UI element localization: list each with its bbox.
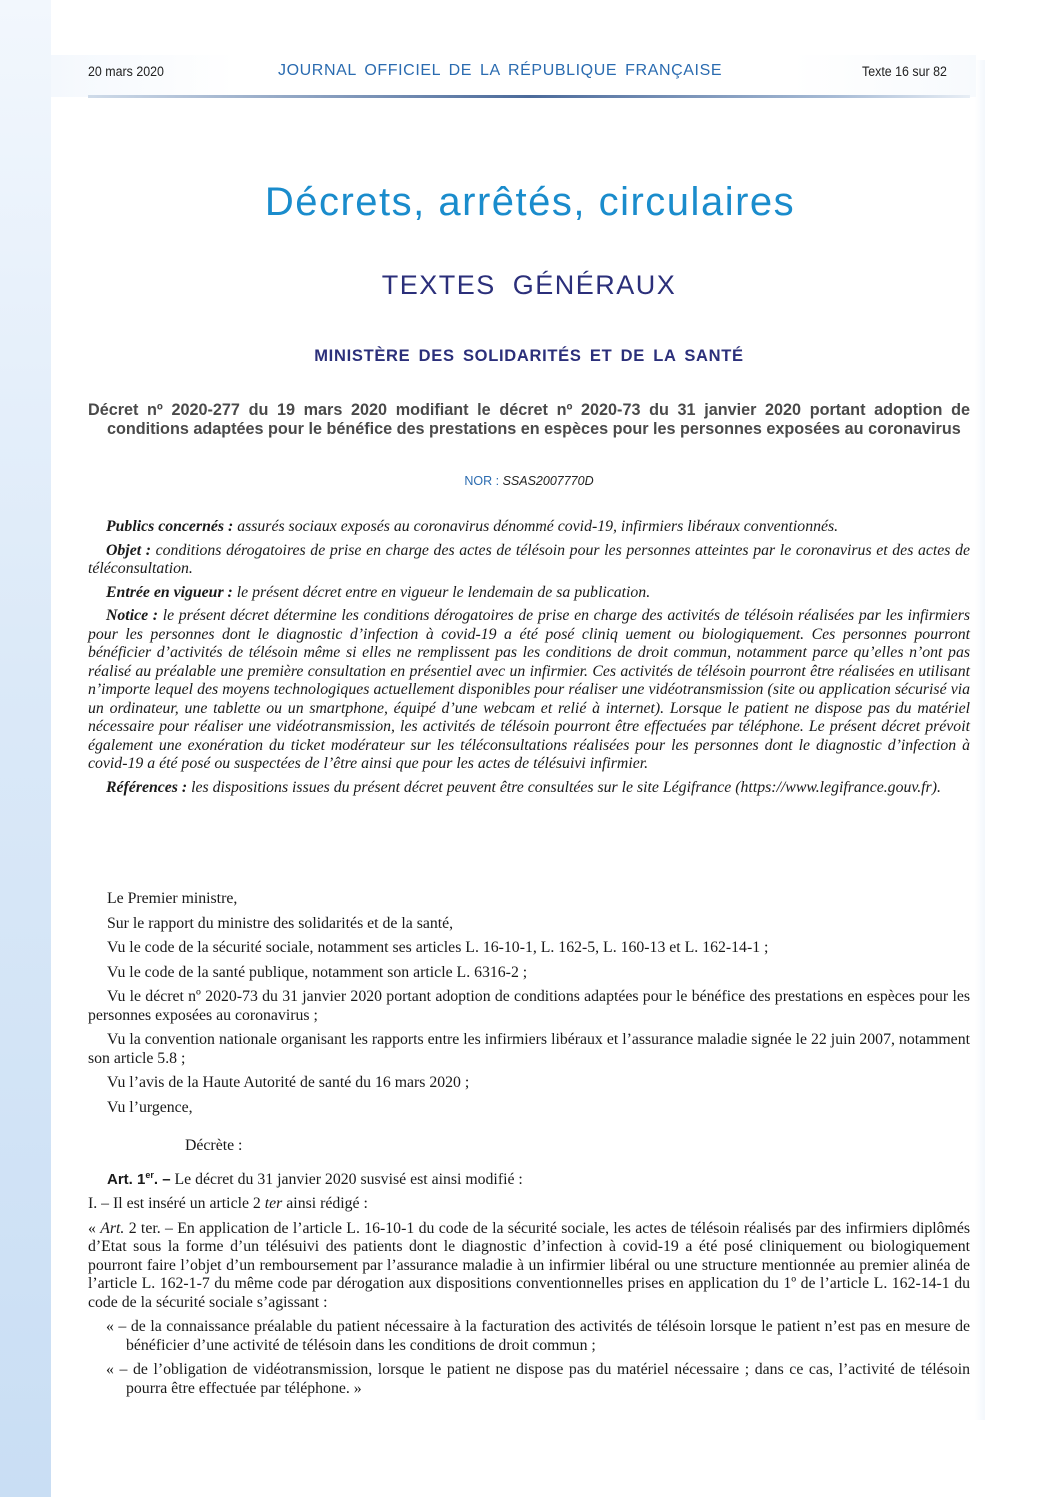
preamble-line: Vu la convention nationale organisant les rapports entre les infirmiers libéraux et l’assurance maladie signée le 22 juin 2007, notamment son article 5.8 ; [88,1031,970,1067]
header-rule [88,95,970,98]
section-I [88,1195,970,1214]
header-journal-title: JOURNAL OFFICIEL DE LA RÉPUBLIQUE FRANÇAISE [278,62,723,79]
article-2-ter-num: 2 ter. – [124,1219,178,1237]
header-page-info: Texte 16 sur 82 [862,64,947,79]
abstract-text: conditions dérogatoires de prise en charge des actes de télésoin pour les personnes atteintes par le coronavirus et des actes de téléconsultation. [88,541,970,577]
section-I-prefix: I. – Il est inséré un article 2 [88,1195,265,1212]
abstract-text: les dispositions issues du présent décret peuvent être consultées sur le site Légifrance (https://www.legifrance.gouv.fr). [187,778,941,796]
main-title-text: Décrets, arrêtés, circulaires [264,180,796,224]
abstract-label: Notice : [106,607,159,624]
article-1 [88,1166,970,1190]
abstract-item [88,518,970,537]
abstract-item [88,584,970,603]
main-title [0,180,1058,225]
nor-line [0,474,1058,488]
decree-body [88,890,970,1404]
section-I-suffix: ainsi rédigé : [282,1195,368,1212]
abstract-label: Publics concernés : [106,518,234,535]
preamble-line: Le Premier ministre, [107,890,238,907]
nor-label: NOR : [464,474,500,488]
bullet-item: « – de l’obligation de vidéotransmission, lorsque le patient ne dispose pas du matériel nécessaire ; dans ce cas, l’activité de télésoin pourra être effectuée par téléphone. » [106,1361,970,1397]
abstract-label: Objet : [106,541,151,559]
article-2-ter-art: Art. [100,1219,125,1237]
quote-open: « [88,1219,101,1237]
article-1-label [107,1171,171,1188]
preamble-line: Vu l’urgence, [107,1098,193,1116]
abstract-item [88,779,970,798]
section-title: TEXTES GÉNÉRAUX [381,270,677,300]
article-1-label-end: . – [153,1170,171,1188]
decrete-line: Décrète : [185,1137,243,1154]
nor-value: SSAS2007770D [502,474,594,488]
ministry-heading: MINISTÈRE DES SOLIDARITÉS ET DE LA SANTÉ [314,347,744,365]
article-1-text: Le décret du 31 janvier 2020 susvisé est ainsi modifié : [170,1170,523,1188]
abstract-label: Références : [106,778,188,796]
article-2-ter-text: En application de l’article L. 16-10-1 du code de la sécurité sociale, les actes de télésoin réalisés par des infirmiers diplômés d’Etat sous la forme d’un télésuivi des patients dont le diagnostic d’infection à covid-19 a été posé cliniquement ou biologiquement pourront faire l’objet d’un remboursement par l’assurance maladie à un infirmier libéral ou une structure mentionnée au premier alinéa de l’article L. 162-1-7 du même code par dérogation aux dispositions conventionnelles prises en application du 1º de l’article L. 162-14-1 du code de la sécurité sociale s’agissant : [88,1219,970,1311]
abstract-item [88,542,970,579]
preamble-line: Vu le code de la santé publique, notamment son article L. 6316-2 ; [107,963,528,981]
preamble-line: Sur le rapport du ministre des solidarités et de la santé, [107,914,454,932]
preamble-line: Vu le décret nº 2020-73 du 31 janvier 2020 portant adoption de conditions adaptées pour le bénéfice des prestations en espèces pour les personnes exposées au coronavirus ; [88,988,970,1024]
header-date: 20 mars 2020 [88,64,164,79]
preamble-line: Vu le code de la sécurité sociale, notamment ses articles L. 16-10-1, L. 162-5, L. 160-13 et L. 162-14-1 ; [107,939,769,956]
bullet-item: « – de la connaissance préalable du patient nécessaire à la facturation des activités de télésoin lorsque le patient n’est pas en mesure de bénéficier d’une activité de télésoin dans les conditions de droit commun ; [106,1318,970,1354]
article-1-sup: er [145,1169,154,1180]
abstract-text: le présent décret entre en vigueur le lendemain de sa publication. [232,583,651,601]
abstract-text: le présent décret détermine les conditions dérogatoires de prise en charge des activités de télésoin réalisées par les infirmiers pour les personnes dont le diagnostic d’infection à covid-19 a été posé cliniq uement ou biologiquement. Ces personnes pourront bénéficier d’activités de télésoin même si elles ne remplissent pas les conditions de droit commun, notamment parce qu’elles n’ont pas réalisé au préalable une première consultation en présentiel avec un infirmier. Ces activités de télésoin pourront être réalisées en utilisant n’importe lequel des moyens technologiques actuellement disponibles pour réaliser une vidéotransmission (site ou application sécurisé via un ordinateur, une tablette ou un smartphone, équipé d’une webcam et relié à internet). Lorsque le patient ne dispose pas du matériel nécessaire pour réaliser une vidéotransmission, les activités de télésoin pourront être effectuées par téléphone. Le présent décret prévoit également une exonération du ticket modérateur sur les téléconsultations réalisées pour les personnes dont le diagnostic d’infection à covid-19 a été posé ou suspectées de l’être ainsi que pour les actes de télésuivi infirmier. [88,607,970,772]
preamble-line: Vu l’avis de la Haute Autorité de santé du 16 mars 2020 ; [107,1074,470,1091]
section-I-italic: ter [264,1195,283,1212]
article-2-ter [88,1220,970,1313]
abstract-item [88,607,970,774]
decree-title: Décret nº 2020-277 du 19 mars 2020 modifiant le décret nº 2020-73 du 31 janvier 2020 portant adoption de conditions adaptées pour le bénéfice des prestations en espèces pour les personnes exposées au coronavirus [88,401,970,438]
right-page-edge [975,60,985,1420]
article-1-label-text: Art. 1 [107,1170,146,1188]
decree-abstract [88,518,970,802]
abstract-text: assurés sociaux exposés au coronavirus dénommé covid-19, infirmiers libéraux conventionnés. [233,518,839,535]
abstract-label: Entrée en vigueur : [106,583,233,601]
